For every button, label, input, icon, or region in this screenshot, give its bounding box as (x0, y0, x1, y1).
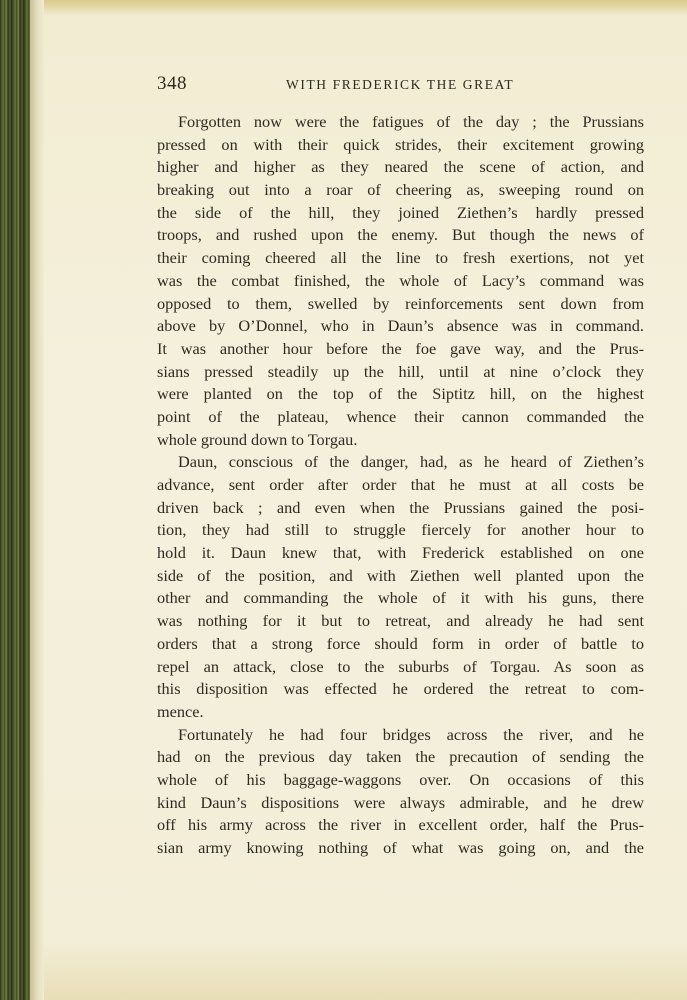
text-line: opposed to them, swelled by reinforcements sent down from (157, 293, 644, 313)
text-line: It was another hour before the foe gave way, and the Prus- (157, 338, 644, 358)
page-top-edge (44, 0, 687, 16)
text-line: hold it. Daun knew that, with Frederick established on one (157, 543, 644, 563)
text-line: above by O’Donnel, who in Daun’s absence was in command. (157, 316, 644, 336)
text-line: were planted on the top of the Siptitz hill, on the highest (157, 384, 644, 404)
book-spine (0, 0, 30, 1000)
text-line: Fortunately he had four bridges across the river, and he (178, 724, 644, 744)
page-bottom-edge (44, 940, 687, 1000)
text-line: was nothing for it but to retreat, and already he had sent (157, 611, 644, 631)
text-line: whole ground down to Torgau. (157, 429, 358, 449)
text-line: breaking out into a roar of cheering as, sweeping round on (157, 180, 644, 200)
text-line: this disposition was effected he ordered the retreat to com- (157, 679, 644, 699)
running-head: WITH FREDERICK THE GREAT (286, 77, 515, 92)
text-line: point of the plateau, whence their cannon commanded the (157, 406, 644, 426)
spine-gutter (30, 0, 44, 1000)
body-text (157, 111, 644, 860)
text-line: had on the previous day taken the precaution of sending the (157, 747, 644, 767)
text-line: repel an attack, close to the suburbs of Torgau. As soon as (157, 656, 644, 676)
text-line: off his army across the river in excellent order, half the Prus- (157, 815, 644, 835)
page-header (157, 73, 644, 95)
text-line: mence. (157, 701, 204, 721)
text-line: sian army knowing nothing of what was going on, and the (157, 838, 644, 857)
text-line: Forgotten now were the fatigues of the day ; the Prussians (178, 112, 644, 131)
text-line: their coming cheered all the line to fresh exertions, not yet (157, 248, 644, 268)
text-line: was the combat finished, the whole of Lacy’s command was (157, 270, 644, 290)
text-line: orders that a strong force should form in order of battle to (157, 633, 644, 653)
text-line: kind Daun’s dispositions were always admirable, and he drew (157, 792, 644, 812)
text-line: higher and higher as they neared the scene of action, and (157, 157, 644, 177)
text-line: advance, sent order after order that he must at all costs be (157, 475, 644, 494)
text-line: pressed on with their quick strides, their excitement growing (157, 134, 644, 154)
text-line: side of the position, and with Ziethen well planted upon the (157, 565, 644, 585)
text-line: the side of the hill, they joined Ziethen’s hardly pressed (157, 202, 644, 222)
page-number: 348 (157, 73, 187, 94)
text-line: sians pressed steadily up the hill, until at nine o’clock they (157, 361, 644, 381)
text-line: driven back ; and even when the Prussians gained the posi- (157, 497, 644, 517)
text-line: tion, they had still to struggle fiercely for another hour to (157, 520, 644, 540)
text-line: whole of his baggage-waggons over. On occasions of this (157, 769, 644, 789)
text-line: Daun, conscious of the danger, had, as he heard of Ziethen’s (178, 452, 644, 472)
text-line: troops, and rushed upon the enemy. But though the news of (157, 225, 644, 245)
text-line: other and commanding the whole of it with his guns, there (157, 588, 644, 608)
